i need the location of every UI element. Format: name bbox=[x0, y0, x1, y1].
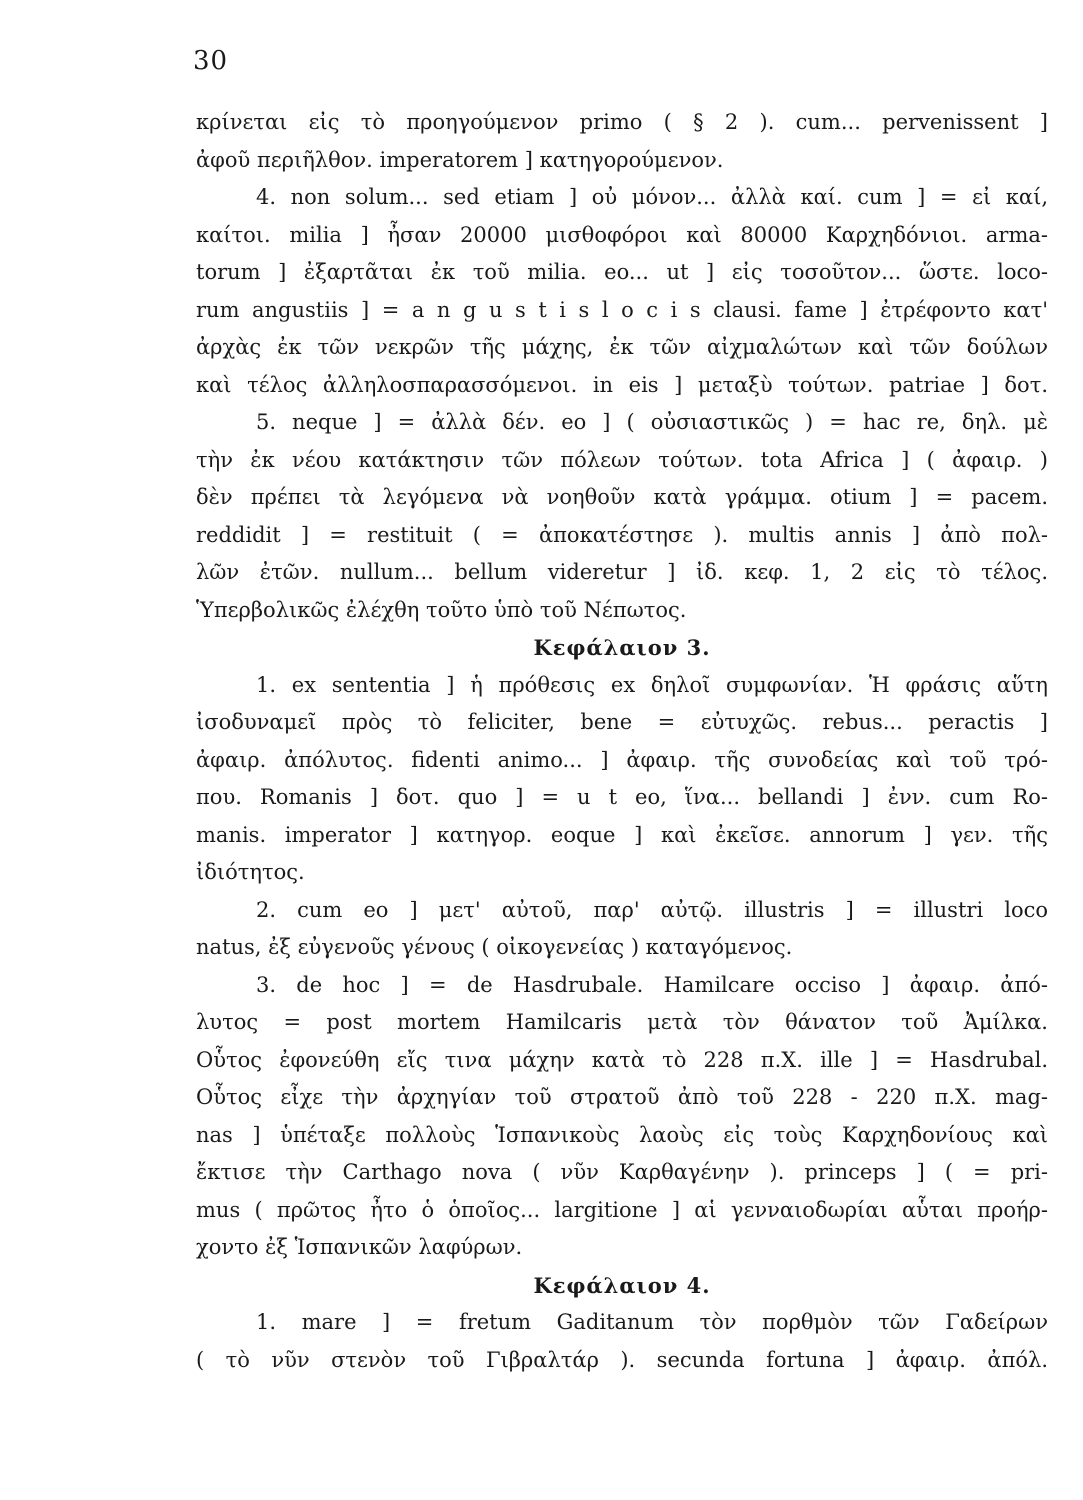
text-line: ἀφοῦ περιῆλθον. imperatorem ] κατηγορούμενον. bbox=[196, 147, 724, 172]
chapter-heading-3: Κεφάλαιον 3. bbox=[533, 635, 711, 660]
text-line: δὲν πρέπει τὰ λεγόμενα νὰ νοηθοῦν κατὰ γράμμα. otium ] = pacem. bbox=[196, 485, 1048, 509]
text-line: λῶν ἐτῶν. nullum... bellum videretur ] ἰδ. κεφ. 1, 2 εἰς τὸ τέλος. bbox=[196, 560, 1048, 584]
text-line: torum ] ἐξαρτᾶται ἐκ τοῦ milia. eo... ut ] εἰς τοσοῦτον... ὥστε. loco- bbox=[196, 260, 1048, 284]
chapter-heading-4: Κεφάλαιον 4. bbox=[533, 1272, 711, 1298]
text-line: 1. ex sententia ] ἡ πρόθεσις ex δηλοῖ συμφωνίαν. Ἡ φράσις αὕτη bbox=[256, 672, 1048, 697]
text-line: rum angustiis ] = a n g u s t i s l o c i s clausi. fame ] ἐτρέφοντο κατ' bbox=[196, 297, 1048, 322]
text-line: 3. de hoc ] = de Hasdrubale. Hamilcare occiso ] ἀφαιρ. ἀπό- bbox=[256, 972, 1048, 997]
text-line: Ὑπερβολικῶς ἐλέχθη τοῦτο ὑπὸ τοῦ Νέπωτος. bbox=[196, 597, 687, 622]
text-line: καὶ τέλος ἀλληλοσπαρασσόμενοι. in eis ] μεταξὺ τούτων. patriae ] δοτ. bbox=[196, 372, 1048, 397]
text-line: ( τὸ νῦν στενὸν τοῦ Γιβραλτάρ ). secunda fortuna ] ἀφαιρ. ἀπόλ. bbox=[196, 1347, 1048, 1372]
text-line: 2. cum eo ] μετ' αὐτοῦ, παρ' αὐτῷ. illustris ] = illustri loco bbox=[256, 897, 1048, 922]
text-line: ἔκτισε τὴν Carthago nova ( νῦν Καρθαγένην ). princeps ] ( = pri- bbox=[196, 1160, 1048, 1184]
text-line: mus ( πρῶτος ἦτο ὁ ὁποῖος... largitione ] αἱ γενναιοδωρίαι αὗται προήρ- bbox=[196, 1197, 1048, 1222]
text-line: 5. neque ] = ἀλλὰ δέν. eo ] ( οὐσιαστικῶς ) = hac re, δηλ. μὲ bbox=[256, 410, 1048, 434]
text-line: ἀφαιρ. ἀπόλυτος. fidenti animo... ] ἀφαιρ. τῆς συνοδείας καὶ τοῦ τρό- bbox=[196, 747, 1048, 772]
text-line: καίτοι. milia ] ἦσαν 20000 μισθοφόροι καὶ 80000 Καρχηδόνιοι. arma- bbox=[196, 222, 1048, 247]
text-line: λυτος = post mortem Hamilcaris μετὰ τὸν θάνατον τοῦ Ἀμίλκα. bbox=[196, 1010, 1048, 1034]
text-line: τὴν ἐκ νέου κατάκτησιν τῶν πόλεων τούτων. tota Africa ] ( ἀφαιρ. ) bbox=[196, 447, 1048, 472]
text-line: nas ] ὑπέταξε πολλοὺς Ἱσπανικοὺς λαοὺς εἰς τοὺς Καρχηδονίους καὶ bbox=[196, 1122, 1048, 1147]
text-line: natus, ἐξ εὐγενοῦς γένους ( οἰκογενείας ) καταγόμενος. bbox=[196, 935, 793, 959]
text-line: ἰδιότητος. bbox=[196, 860, 305, 884]
text-line: 1. mare ] = fretum Gaditanum τὸν πορθμὸν τῶν Γαδείρων bbox=[256, 1310, 1048, 1334]
text-line: ἀρχὰς ἐκ τῶν νεκρῶν τῆς μάχης, ἐκ τῶν αἰχμαλώτων καὶ τῶν δούλων bbox=[196, 335, 1048, 359]
text-line: Οὗτος ἐφονεύθη εἴς τινα μάχην κατὰ τὸ 228 π.Χ. ille ] = Hasdrubal. bbox=[196, 1047, 1048, 1072]
text-line: χοντο ἐξ Ἱσπανικῶν λαφύρων. bbox=[196, 1235, 523, 1259]
commentary-text bbox=[196, 104, 1048, 1379]
text-line: manis. imperator ] κατηγορ. eoque ] καὶ ἐκεῖσε. annorum ] γεν. τῆς bbox=[196, 822, 1048, 847]
text-line: reddidit ] = restituit ( = ἀποκατέστησε ). multis annis ] ἀπὸ πολ- bbox=[196, 522, 1048, 547]
text-line: 4. non solum... sed etiam ] οὐ μόνον... ἀλλὰ καί. cum ] = εἰ καί, bbox=[256, 185, 1048, 209]
page-number: 30 bbox=[193, 46, 229, 76]
text-line: που. Romanis ] δοτ. quo ] = u t eo, ἵνα... bellandi ] ἐνν. cum Ro- bbox=[196, 785, 1048, 809]
text-line: Οὗτος εἶχε τὴν ἀρχηγίαν τοῦ στρατοῦ ἀπὸ τοῦ 228 - 220 π.Χ. mag- bbox=[196, 1085, 1048, 1109]
text-line: ἰσοδυναμεῖ πρὸς τὸ feliciter, bene = εὐτυχῶς. rebus... peractis ] bbox=[196, 710, 1048, 734]
text-line: κρίνεται εἰς τὸ προηγούμενον primo ( § 2 ). cum... pervenissent ] bbox=[196, 110, 1048, 134]
